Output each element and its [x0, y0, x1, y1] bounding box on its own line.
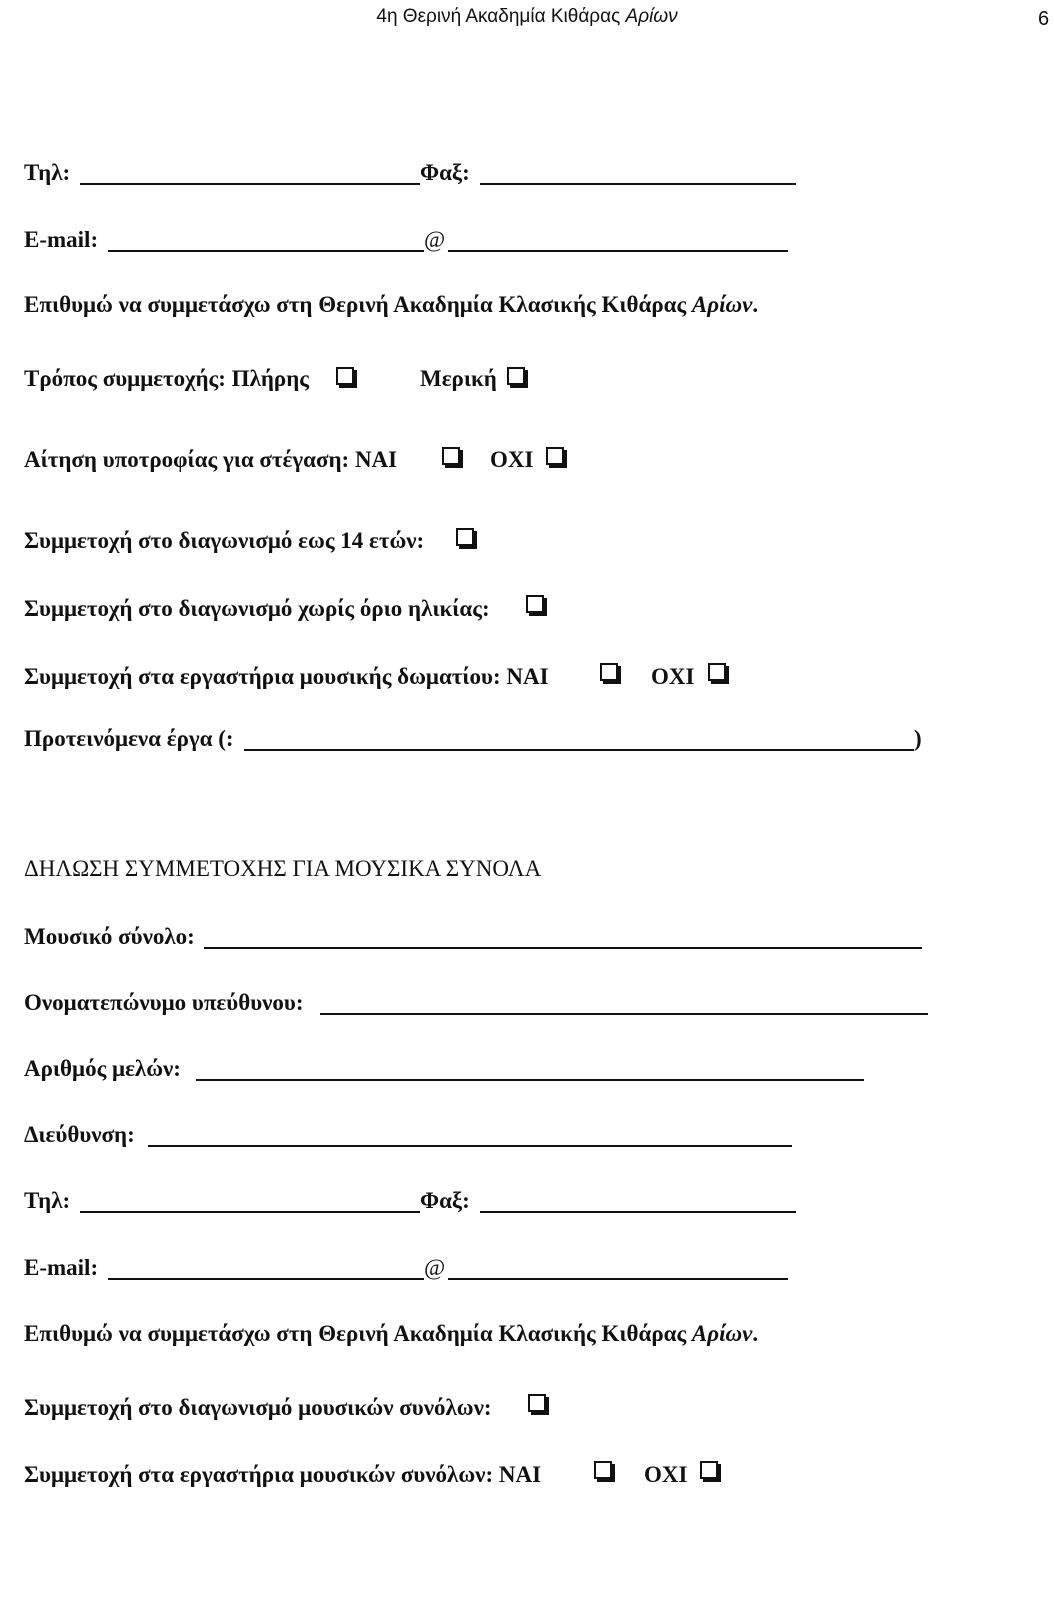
- header-title: 4η Θερινή Ακαδημία Κιθάρας: [376, 6, 621, 27]
- wish-text: Επιθυμώ να συμμετάσχω στη Θερινή Ακαδημία Κλασικής Κιθάρας: [24, 292, 687, 317]
- page-number: 6: [1038, 8, 1050, 30]
- responsible-input-line[interactable]: [320, 1013, 928, 1015]
- competition14-checkbox[interactable]: [456, 528, 474, 546]
- ens-workshops-yes-checkbox[interactable]: [594, 1461, 612, 1479]
- email-user-line-2[interactable]: [108, 1278, 424, 1280]
- at-sign-2: @: [424, 1255, 446, 1280]
- address-input-line[interactable]: [148, 1145, 792, 1147]
- email-label-2: E-mail:: [24, 1255, 99, 1280]
- competition-noage-label: Συμμετοχή στο διαγωνισμό χωρίς όριο ηλικίας:: [24, 596, 490, 621]
- tel-fax-row: [24, 158, 824, 188]
- ensemble-input-line[interactable]: [204, 947, 922, 949]
- ens-workshops-label: Συμμετοχή στα εργαστήρια μουσικών συνόλων: ΝΑΙ: [24, 1462, 542, 1487]
- responsible-label: Ονοματεπώνυμο υπεύθυνου:: [24, 990, 304, 1015]
- ensemble-heading: ΔΗΛΩΣΗ ΣΥΜΜΕΤΟΧΗΣ ΓΙΑ ΜΟΥΣΙΚΑ ΣΥΝΟΛΑ: [24, 856, 542, 881]
- email-row: [24, 225, 824, 255]
- email-label: E-mail:: [24, 227, 99, 252]
- wish-italic: Αρίων: [691, 292, 753, 317]
- wish-text-2: Επιθυμώ να συμμετάσχω στη Θερινή Ακαδημία Κλασικής Κιθάρας: [24, 1321, 687, 1346]
- works-close: ): [914, 726, 922, 751]
- partial-label: Μερική: [420, 366, 497, 391]
- fax-label: Φαξ:: [420, 160, 470, 185]
- email-domain-line[interactable]: [448, 250, 788, 252]
- address-label: Διεύθυνση:: [24, 1122, 135, 1147]
- works-row: [24, 724, 954, 754]
- competition-noage-checkbox[interactable]: [526, 595, 544, 613]
- ensemble-row: [24, 922, 954, 952]
- responsible-row: [24, 988, 954, 1018]
- ens-competition-label: Συμμετοχή στο διαγωνισμό μουσικών συνόλων:: [24, 1395, 492, 1420]
- tel-label-2: Τηλ:: [24, 1188, 71, 1213]
- housing-no-label: ΟΧΙ: [490, 447, 534, 472]
- ens-competition-row: [24, 1393, 624, 1423]
- wish-end-2: .: [752, 1321, 759, 1346]
- address-row: [24, 1120, 954, 1150]
- header-title-italic: Αρίων: [625, 6, 678, 27]
- chamber-no-label: ΟΧΙ: [651, 664, 695, 689]
- participation-label: Τρόπος συμμετοχής: Πλήρης: [24, 366, 309, 391]
- works-input-line[interactable]: [244, 749, 914, 751]
- ens-competition-checkbox[interactable]: [528, 1394, 546, 1412]
- partial-participation-checkbox[interactable]: [507, 367, 525, 385]
- tel-fax-row-2: [24, 1186, 824, 1216]
- chamber-yes-checkbox[interactable]: [600, 663, 618, 681]
- housing-no-checkbox[interactable]: [546, 447, 564, 465]
- competition-noage-row: [24, 594, 624, 624]
- chamber-label: Συμμετοχή στα εργαστήρια μουσικής δωματίου: ΝΑΙ: [24, 664, 549, 689]
- housing-row: [24, 445, 624, 475]
- members-label: Αριθμός μελών:: [24, 1056, 181, 1081]
- participation-row: [24, 364, 624, 394]
- email-row-2: [24, 1253, 824, 1283]
- housing-label: Αίτηση υποτροφίας για στέγαση: ΝΑΙ: [24, 447, 398, 472]
- full-participation-checkbox[interactable]: [336, 367, 354, 385]
- housing-yes-checkbox[interactable]: [442, 447, 460, 465]
- chamber-row: [24, 662, 784, 692]
- wish-italic-2: Αρίων: [691, 1321, 753, 1346]
- fax-input-line-2[interactable]: [480, 1211, 796, 1213]
- ens-workshops-no-label: ΟΧΙ: [644, 1462, 688, 1487]
- chamber-no-checkbox[interactable]: [708, 663, 726, 681]
- ensemble-label: Μουσικό σύνολο:: [24, 924, 195, 949]
- page-header: [0, 6, 1054, 28]
- competition14-label: Συμμετοχή στο διαγωνισμό εως 14 ετών:: [24, 528, 425, 553]
- fax-label-2: Φαξ:: [420, 1188, 470, 1213]
- tel-label: Τηλ:: [24, 160, 71, 185]
- email-user-line[interactable]: [108, 250, 424, 252]
- wish-statement-2: [24, 1319, 758, 1349]
- at-sign: @: [424, 227, 446, 252]
- wish-statement: [24, 290, 758, 320]
- email-domain-line-2[interactable]: [448, 1278, 788, 1280]
- members-input-line[interactable]: [196, 1079, 864, 1081]
- tel-input-line-2[interactable]: [80, 1211, 420, 1213]
- competition14-row: [24, 526, 624, 556]
- works-label: Προτεινόμενα έργα (:: [24, 726, 234, 751]
- wish-end: .: [752, 292, 759, 317]
- tel-input-line[interactable]: [80, 183, 420, 185]
- ens-workshops-no-checkbox[interactable]: [700, 1461, 718, 1479]
- fax-input-line[interactable]: [480, 183, 796, 185]
- members-row: [24, 1054, 954, 1084]
- ens-workshops-row: [24, 1460, 784, 1490]
